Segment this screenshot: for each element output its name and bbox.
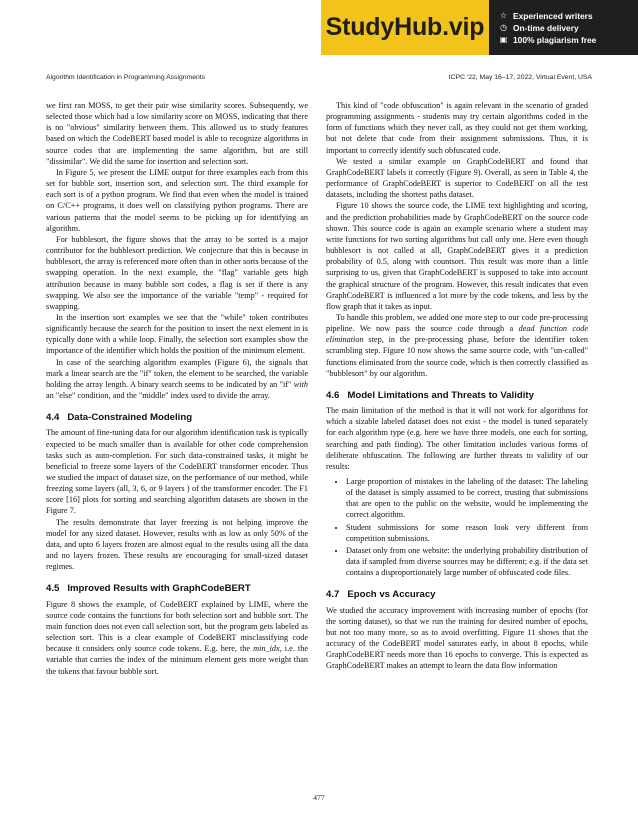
- brand-logo[interactable]: StudyHub.vip: [321, 0, 489, 55]
- threats-list: [326, 476, 588, 578]
- paragraph: The results demonstrate that layer freezing is not helping improve the model for any sized dataset. However, results with as low as only 50% of the data, and upto 6 layers frozen are almost equal to the results using all the data and no layers frozen. These results are encouraging for small-sized dataset regimes.: [46, 517, 308, 572]
- paragraph: Figure 8 shows the example, of CodeBERT explained by LIME, where the source code contains the functions for both selection sort and bubble sort. The main function does not even call selection sort, but the program gets labeled as selection sort. This is a clear example of CodeBERT misclassifying code because it considers only source code tokens. E.g. here, the min_idx, i.e. the variable that carries the index of the minimum element gets more weight than the tokens that favour bubble sort.: [46, 599, 308, 676]
- section-number: 4.6: [326, 389, 340, 401]
- section-title: Improved Results with GraphCodeBERT: [67, 583, 251, 595]
- feature-label: On-time delivery: [513, 22, 579, 33]
- left-column: [46, 100, 308, 677]
- feature-item: [499, 11, 638, 21]
- paragraph: We tested a similar example on GraphCodeBERT and found that GraphCodeBERT labels it correctly (Figure 9). Overall, as seen in Table 4, the performance of GraphCodeBERT is superior to CodeBERT on all the test datasets, including the shortest paths dataset.: [326, 156, 588, 200]
- paragraph: To handle this problem, we added one more step to our code pre-processing pipeline. We now pass the source code through a dead function code elimination step, in the pre-processing phase, before the identifier token scrambling step. Figure 10 now shows the same source code, with "un-called" functions eliminated from the source code, which is then correctly classified as "bubblesort" by our algorithm.: [326, 312, 588, 378]
- clock-icon: ◷: [500, 23, 507, 32]
- paragraph: The main limitation of the method is that it will not work for algorithms for which a sizable labeled dataset does not exist - the model is tuned separately for each algorithm type (e.g. here we have three models, one each for sorting, searching and path finding). The other limitation includes various forms of deliberate obfuscation. The following are further threats to validity of our results:: [326, 406, 588, 471]
- section-title: Epoch vs Accuracy: [347, 589, 436, 601]
- paragraph: Figure 10 shows the source code, the LIME text highlighting and scoring, and the prediction probabilities made by GraphCodeBERT on the source code shown. This source code is again an example scenario where a student may write functions for two sorting algorithms but call only one. Here even though bubblesort is not called at all, GraphCodeBERT gives it a prediction probability of 0.5, along with countsort. This result was more than a little surprising to us, given that GraphCodeBERT is supposed to take into account the graphical structure of the program. However, this result indicates that even GraphCodeBERT is influenced a lot more by the code tokens, and less by the flow graph that it takes as input.: [326, 201, 588, 311]
- section-number: 4.7: [326, 589, 340, 601]
- running-header-venue: ICPC '22, May 16–17, 2022, Virtual Event, USA: [448, 74, 592, 81]
- page-number: 477: [313, 793, 325, 802]
- paragraph: For bubblesort, the figure shows that the array to be sorted is a major contributor for the bubblesort prediction. We conjecture that this is because in bubblesort, the array is referenced more often than in other sorts because of the swapping operation. In the next example, the "flag" variable gets high attribution because in many bubble sort codes, a flag is set if there is any swapping. We also see the importance of the variable "temp" - required for swapping.: [46, 234, 308, 311]
- paragraph: The amount of fine-tuning data for our algorithm identification task is typically expected to be much smaller than is available for other code comprehension tasks such as auto-completion. For such data-constrained tasks, it might be beneficial to freeze some layers of the CodeBERT transformer encoder. Thus we studied the impact of dataset size, on the performance of our method, while freezing some layers (all, 3, 6, or 9 layers ) of the transformer encoder. The F1 score [16] plots for sorting and searching algorithm datasets are shown in the Figure 7.: [46, 428, 308, 516]
- feature-label: 100% plagiarism free: [513, 34, 597, 45]
- document-check-icon: ▣: [499, 35, 508, 44]
- feature-label: Experienced writers: [513, 10, 593, 21]
- paragraph: In Figure 5, we present the LIME output for three examples each from this set for bubble sort, insertion sort, and selection sort. The third example for each sort is of a python program. We find that even when the model is trained on C/C++ programs, it does well on classifying python programs. There are various patterns that the model seems to be picking up for identifying an algorithm.: [46, 167, 308, 233]
- list-item: • Dataset only from one website: the underlying probability distribution of data if sampled from diverse sources may be different; e.g. if the data set contains a disproportionately large number of obfuscated code files.: [346, 545, 588, 578]
- paragraph: In the insertion sort examples we see that the "while" token contributes significantly because the search for the position to insert the next element in is typically done with a while loop. Finally, the selection sort examples show the importance of the identifier which holds the position of the minimum element.: [46, 312, 308, 356]
- right-column: [326, 100, 588, 672]
- paragraph: We studied the accuracy improvement with increasing number of epochs (for the sorting dataset), so that we run the training for desired number of epochs, but not too many more, so as to avoid overfitting. Figure 11 shows that the accuracy of the CodeBERT model saturates early, in about 8 epochs, while GraphCodeBERT needs more than 16 epochs to converge. This is expected as GraphCodeBERT makes an attempt to learn the data flow information: [326, 605, 588, 671]
- section-heading-4-5: [46, 583, 308, 594]
- feature-item: [499, 35, 638, 45]
- section-heading-4-4: [46, 412, 308, 423]
- running-header-title: Algorithm Identification in Programming Assignments: [46, 74, 206, 81]
- section-title: Model Limitations and Threats to Validity: [347, 389, 534, 401]
- section-title: Data-Constrained Modeling: [67, 412, 193, 424]
- section-heading-4-7: [326, 589, 588, 600]
- feature-item: [499, 23, 638, 33]
- section-heading-4-6: [326, 390, 588, 401]
- list-item: • Large proportion of mistakes in the labeling of the dataset: The labeling of the dataset is simply assumed to be correct, trusting that submissions that are open to the public on the website, would be implementing the correct algorithm.: [346, 476, 588, 521]
- paragraph: we first ran MOSS, to get their pair wise similarity scores. Subsequently, we selected those which had a low similarity score on MOSS, indicating that there is no "obvious" similarity between them. This allowed us to study features based on which the CodeBERT based model is able to recognize algorithms in source codes that are implementing the same algorithm, but are still "dissimilar". We did the same for insertion and selection sort.: [46, 101, 308, 166]
- ad-banner[interactable]: [321, 0, 638, 55]
- running-header: [46, 74, 592, 81]
- feature-list: [489, 0, 638, 55]
- paragraph: In case of the searching algorithm examples (Figure 6), the signals that mark a linear search are the "if" token, the element to be searched, the variable holding the array length. A binary search seems to be indicated by an "if" with an "else" condition, and the "middle" index used to divide the array.: [46, 357, 308, 401]
- section-number: 4.5: [46, 583, 60, 595]
- paragraph: This kind of "code obfuscation" is again relevant in the scenario of graded programming assignments - students may try certain algorithms coded in the form of functions which they never call, as they could not get them working, but not delete that code from their assignment submissions. Thus, it is important to correctly identify such obfuscated code.: [326, 101, 588, 155]
- star-icon: ☆: [499, 11, 508, 20]
- list-item: • Student submissions for some reason look very different from competition submissions.: [346, 522, 588, 544]
- section-number: 4.4: [46, 412, 60, 424]
